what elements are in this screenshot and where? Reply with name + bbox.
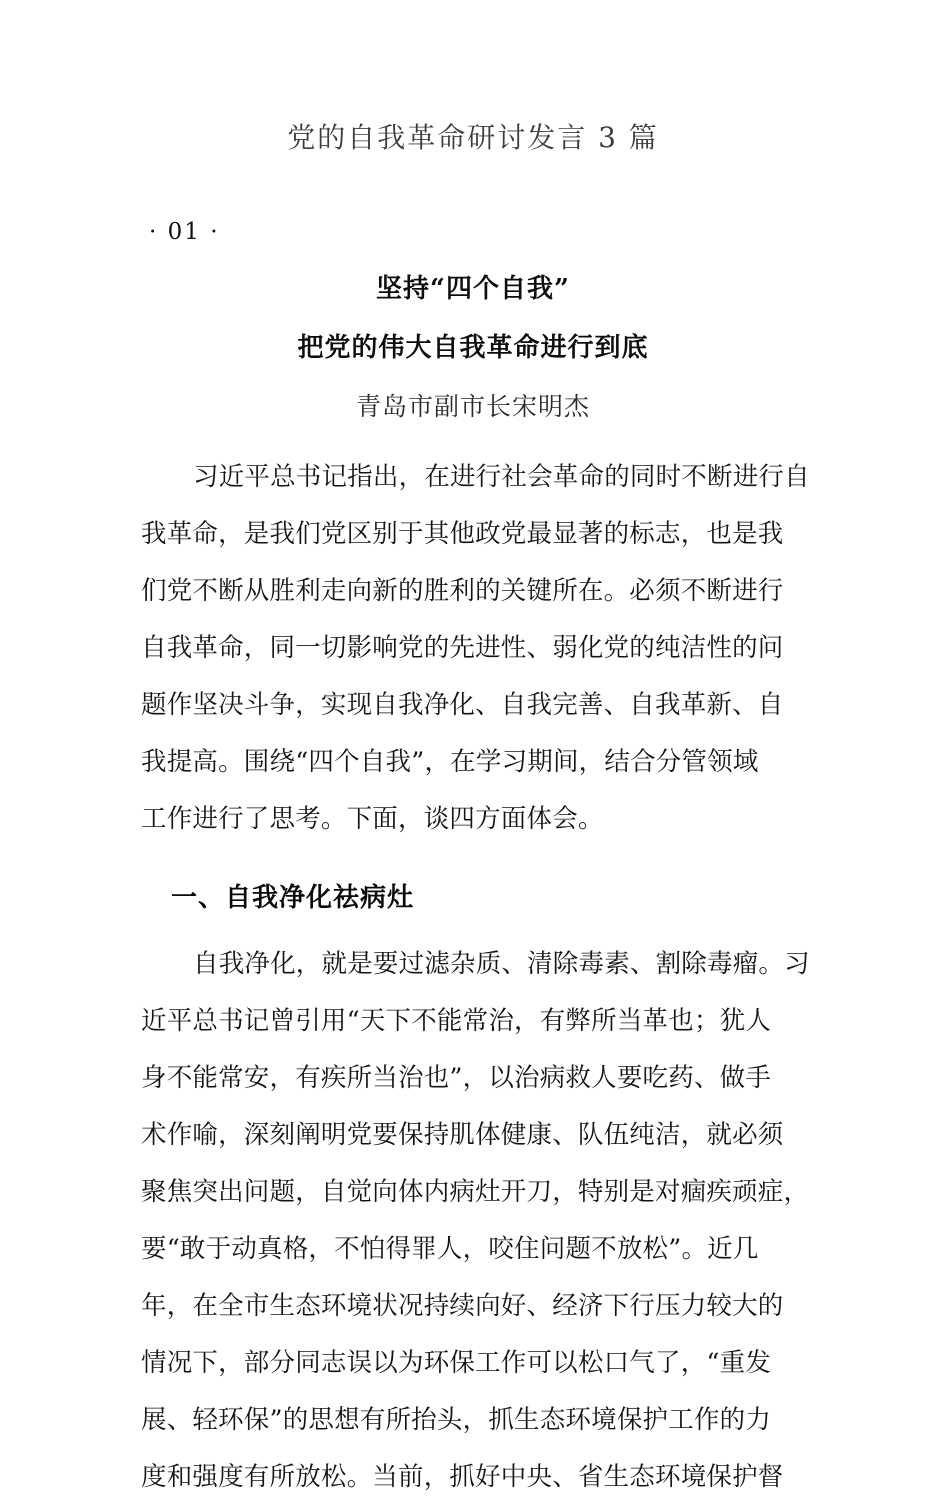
text-line: 展、轻环保”的思想有所抬头，抓生态环境保护工作的力 bbox=[141, 1405, 772, 1435]
speech-author: 青岛市副市长宋明杰 bbox=[355, 392, 590, 421]
text-line: 自我革命，同一切影响党的先进性、弱化党的纯洁性的问 bbox=[141, 633, 784, 663]
text-line: 我提高。围绕“四个自我”，在学习期间，结合分管领域 bbox=[141, 747, 759, 777]
document-title: 党的自我革命研讨发言 3 篇 bbox=[287, 121, 659, 154]
text-line: 们党不断从胜利走向新的胜利的关键所在。必须不断进行 bbox=[141, 576, 784, 606]
text-line: 习近平总书记指出，在进行社会革命的同时不断进行自 bbox=[193, 462, 810, 492]
section-one-heading: 一、自我净化祛病灶 bbox=[171, 883, 415, 913]
paragraph-section-one bbox=[141, 926, 810, 1506]
text-line: 术作喻，深刻阐明党要保持肌体健康、队伍纯洁，就必须 bbox=[141, 1120, 784, 1150]
text-line: 我革命，是我们党区别于其他政党最显著的标志，也是我 bbox=[141, 519, 784, 549]
text-line: 年，在全市生态环境状况持续向好、经济下行压力较大的 bbox=[141, 1291, 784, 1321]
section-number-marker: · 01 · bbox=[149, 219, 220, 245]
text-line: 身不能常安，有疾所当治也”，以治病救人要吃药、做手 bbox=[141, 1063, 772, 1093]
text-line: 度和强度有所放松。当前，抓好中央、省生态环境保护督 bbox=[141, 1462, 784, 1492]
text-line: 题作坚决斗争，实现自我净化、自我完善、自我革新、自 bbox=[141, 690, 784, 720]
text-line: 聚焦突出问题，自觉向体内病灶开刀，特别是对痼疾顽症， bbox=[141, 1177, 810, 1207]
text-line: 自我净化，就是要过滤杂质、清除毒素、割除毒瘤。习 bbox=[193, 949, 810, 979]
text-line: 情况下，部分同志误以为环保工作可以松口气了，“重发 bbox=[141, 1348, 772, 1378]
text-line: 要“敢于动真格，不怕得罪人，咬住问题不放松”。近几 bbox=[141, 1234, 759, 1264]
text-line: 近平总书记曾引用“天下不能常治，有弊所当革也；犹人 bbox=[141, 1006, 772, 1036]
speech-heading-line-2: 把党的伟大自我革命进行到底 bbox=[297, 333, 649, 363]
speech-heading-line-1: 坚持“四个自我” bbox=[376, 274, 570, 304]
page-content bbox=[141, 0, 810, 1506]
paragraph-intro bbox=[141, 425, 810, 848]
text-line: 工作进行了思考。下面，谈四方面体会。 bbox=[141, 804, 604, 834]
